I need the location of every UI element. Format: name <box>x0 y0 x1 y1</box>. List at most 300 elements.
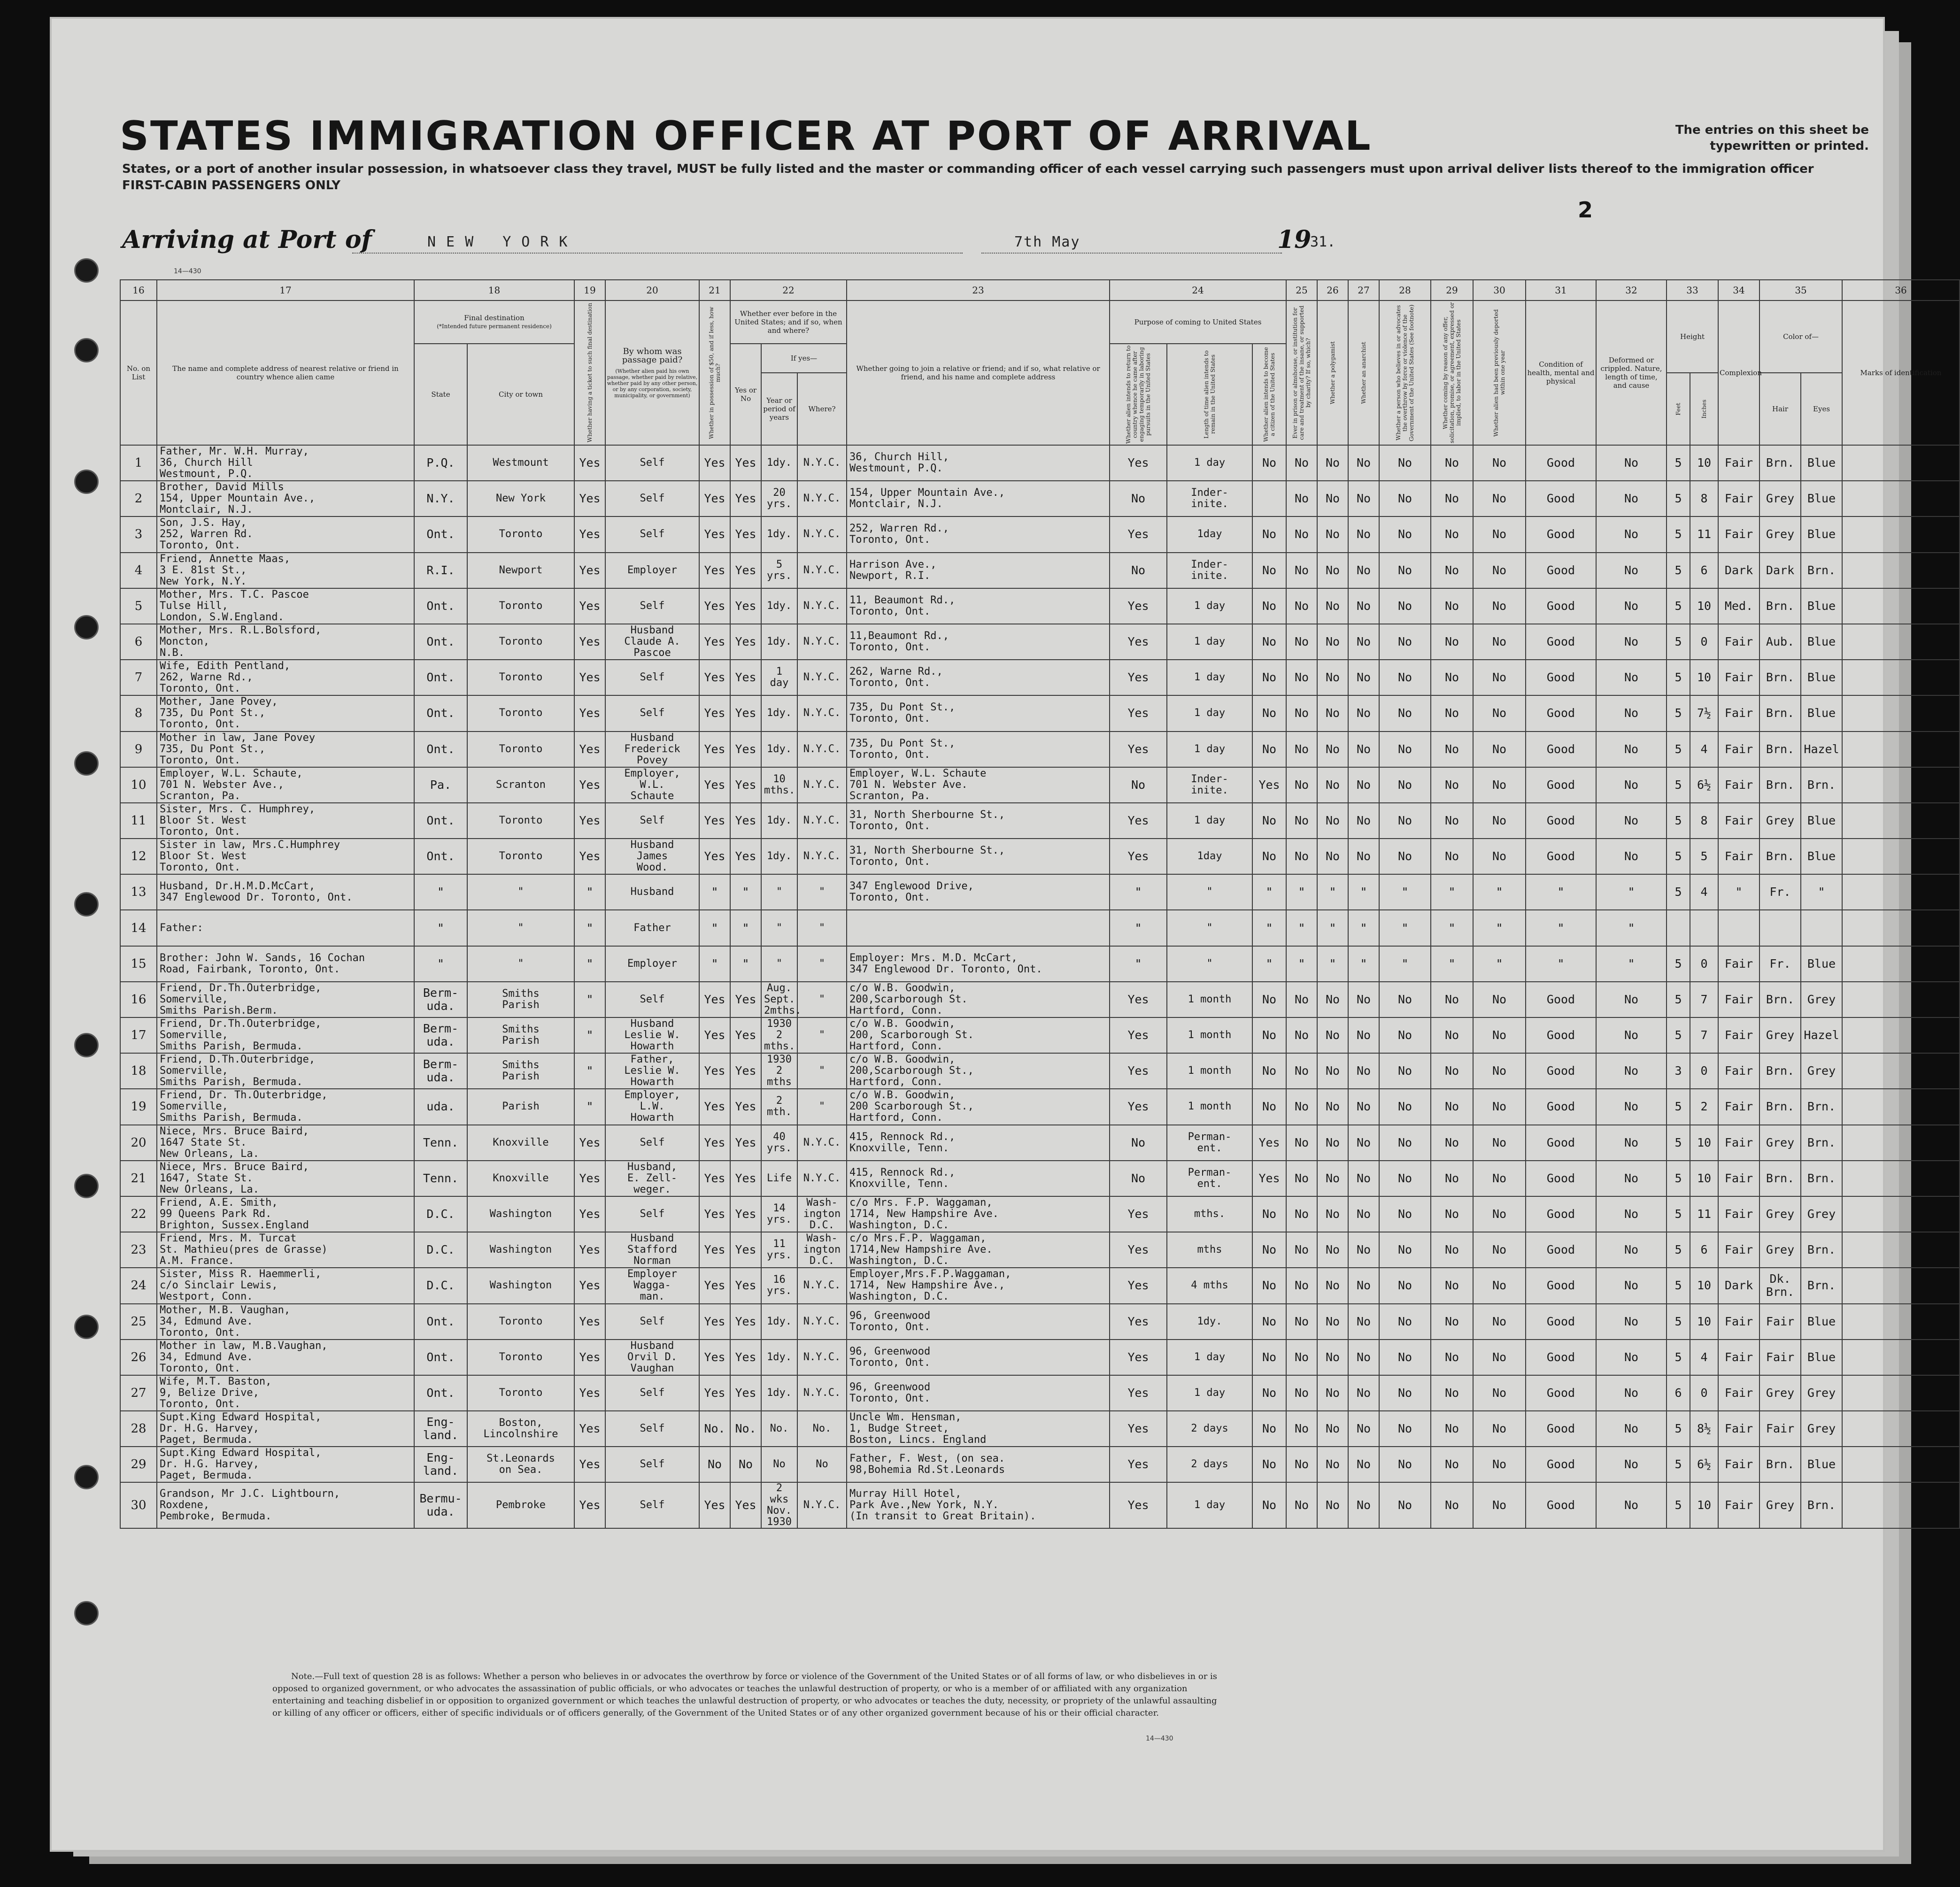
cell-ticket: Yes <box>574 1340 605 1375</box>
column-number-row <box>120 280 1960 300</box>
cell-citizen: No <box>1252 588 1286 624</box>
cell-inches: 7½ <box>1690 695 1718 731</box>
cell-join: c/o W.B. Goodwin, 200 Scarborough St., Hartford, Conn. <box>847 1089 1110 1124</box>
cell-state: N.Y. <box>414 481 467 516</box>
cell-deformed: No <box>1596 1053 1667 1089</box>
question-28-footnote: Note.—Full text of question 28 is as follows: Whether a person who believes in or advocates the overthrow by force or violence of the Government of the United States or of all forms of law, or who disbelieves in or is opposed to organized government, or who advocates the assassination of public officials, or who advocates or teaches the unlawful destruction of property, or who is a member of or affiliated with any organization entertaining and teaching disbelief in or opposition to organized government or which teaches the unlawful destruction of property, or who advocates or teaches the duty, necessity, or propriety of the unlawful assaulting or killing of any officer or officers, either of specific individuals or of officers generally, of the Government of the United States or of any other organized government because of his or their official character. <box>272 1671 1218 1718</box>
cell-feet: 5 <box>1667 1340 1690 1375</box>
cell-complexion: Fair <box>1718 1196 1759 1232</box>
cell-hair: Grey <box>1759 1196 1801 1232</box>
cell-citizen: No <box>1252 624 1286 660</box>
table-row <box>120 624 1960 660</box>
cell-years: Life <box>761 1161 797 1196</box>
cell-marks <box>1842 1340 1960 1375</box>
cell-return: Yes <box>1110 839 1167 874</box>
cell-length: 2 days <box>1167 1447 1252 1482</box>
cell-anarchist: " <box>1348 910 1379 946</box>
cell-inches: 10 <box>1690 1482 1718 1528</box>
cell-prison: No <box>1286 588 1317 624</box>
cell-before: Yes <box>730 516 761 552</box>
cell-join: Harrison Ave., Newport, R.I. <box>847 553 1110 588</box>
passenger-table <box>120 279 1960 1529</box>
cell-polygamist: No <box>1317 553 1348 588</box>
cell-years: " <box>761 946 797 982</box>
cell-no: 12 <box>120 839 157 874</box>
cell-return: Yes <box>1110 1340 1167 1375</box>
cell-length: " <box>1167 910 1252 946</box>
cell-state: Berm- uda. <box>414 1017 467 1053</box>
cell-money: Yes <box>699 1340 730 1375</box>
cell-deformed: No <box>1596 1375 1667 1411</box>
cell-anarchist: No <box>1348 803 1379 839</box>
cell-health: Good <box>1526 839 1596 874</box>
cell-return: Yes <box>1110 1447 1167 1482</box>
cell-feet: 5 <box>1667 982 1690 1017</box>
cell-where: N.Y.C. <box>797 481 847 516</box>
cell-complexion: Fair <box>1718 839 1759 874</box>
cell-paid: Self <box>605 660 699 695</box>
cell-health: " <box>1526 910 1596 946</box>
cell-health: Good <box>1526 624 1596 660</box>
cell-prison: No <box>1286 1053 1317 1089</box>
cell-before: Yes <box>730 481 761 516</box>
cell-q29: " <box>1431 874 1473 910</box>
cell-no: 24 <box>120 1268 157 1303</box>
cell-before: Yes <box>730 1268 761 1303</box>
cell-ticket: Yes <box>574 481 605 516</box>
cell-money: Yes <box>699 1304 730 1340</box>
cell-complexion: Fair <box>1718 1161 1759 1196</box>
cell-return: Yes <box>1110 1232 1167 1268</box>
cell-feet: 5 <box>1667 516 1690 552</box>
cell-before: Yes <box>730 1304 761 1340</box>
cell-feet: 5 <box>1667 1125 1690 1161</box>
cell-money: " <box>699 910 730 946</box>
cell-citizen: No <box>1252 803 1286 839</box>
cell-relative: Grandson, Mr J.C. Lightbourn, Roxdene, Pembroke, Bermuda. <box>157 1482 414 1528</box>
cell-deported: No <box>1473 1411 1526 1447</box>
cell-length: Inder- inite. <box>1167 553 1252 588</box>
cell-complexion: Fair <box>1718 660 1759 695</box>
cell-hair: Fr. <box>1759 874 1801 910</box>
cell-before: Yes <box>730 660 761 695</box>
cell-deported: No <box>1473 1196 1526 1232</box>
cell-q28: No <box>1379 481 1431 516</box>
col-deformed-header: Deformed or crippled. Nature, length of time, and cause <box>1596 300 1667 445</box>
cell-feet: 5 <box>1667 695 1690 731</box>
cell-health: Good <box>1526 1340 1596 1375</box>
binder-hole <box>74 470 99 494</box>
cell-polygamist: No <box>1317 1125 1348 1161</box>
cell-marks <box>1842 1482 1960 1528</box>
cell-no: 16 <box>120 982 157 1017</box>
cell-state: P.Q. <box>414 445 467 481</box>
cell-no: 15 <box>120 946 157 982</box>
cell-inches: 6 <box>1690 1232 1718 1268</box>
cell-state: Ont. <box>414 1340 467 1375</box>
cell-before: Yes <box>730 624 761 660</box>
cell-return: Yes <box>1110 1268 1167 1303</box>
cell-hair: Dk. Brn. <box>1759 1268 1801 1303</box>
table-row <box>120 982 1960 1017</box>
cell-complexion: Med. <box>1718 588 1759 624</box>
cell-relative: Employer, W.L. Schaute, 701 N. Webster Ave., Scranton, Pa. <box>157 767 414 803</box>
cell-deported: No <box>1473 481 1526 516</box>
cell-polygamist: No <box>1317 1196 1348 1232</box>
cell-ticket: " <box>574 1053 605 1089</box>
col-money-header <box>699 300 730 445</box>
cell-prison: No <box>1286 1340 1317 1375</box>
cell-feet: 5 <box>1667 481 1690 516</box>
cell-citizen: No <box>1252 660 1286 695</box>
cell-join: 36, Church Hill, Westmount, P.Q. <box>847 445 1110 481</box>
cell-eyes: Blue <box>1801 946 1842 982</box>
cell-join: c/o W.B. Goodwin, 200,Scarborough St. Hartford, Conn. <box>847 982 1110 1017</box>
cell-eyes: Brn. <box>1801 1125 1842 1161</box>
cell-no: 13 <box>120 874 157 910</box>
cell-ticket: Yes <box>574 1411 605 1447</box>
cell-complexion: " <box>1718 874 1759 910</box>
cell-relative: Father: <box>157 910 414 946</box>
cell-marks <box>1842 946 1960 982</box>
cell-length: Inder- inite. <box>1167 767 1252 803</box>
cell-polygamist: No <box>1317 624 1348 660</box>
col-marks-header: Marks of identification <box>1842 300 1960 445</box>
cell-hair: Grey <box>1759 516 1801 552</box>
cell-ticket: " <box>574 982 605 1017</box>
cell-marks <box>1842 767 1960 803</box>
cell-deported: No <box>1473 1053 1526 1089</box>
cell-city: Toronto <box>467 624 574 660</box>
table-row <box>120 1017 1960 1053</box>
cell-inches: 6 <box>1690 553 1718 588</box>
cell-complexion: Fair <box>1718 1017 1759 1053</box>
cell-complexion: Fair <box>1718 1447 1759 1482</box>
cell-citizen: No <box>1252 1268 1286 1303</box>
cell-hair <box>1759 910 1801 946</box>
cell-city: Scranton <box>467 767 574 803</box>
cell-before: Yes <box>730 982 761 1017</box>
cell-state: Ont. <box>414 695 467 731</box>
cell-paid: Father, Leslie W. Howarth <box>605 1053 699 1089</box>
cell-anarchist: No <box>1348 1482 1379 1528</box>
cell-inches: 0 <box>1690 624 1718 660</box>
cell-years: 1dy. <box>761 1340 797 1375</box>
table-row <box>120 1125 1960 1161</box>
cell-no: 3 <box>120 516 157 552</box>
cell-join: c/o Mrs. F.P. Waggaman, 1714, New Hampshire Ave. Washington, D.C. <box>847 1196 1110 1232</box>
cell-no: 14 <box>120 910 157 946</box>
cell-prison: No <box>1286 445 1317 481</box>
typewritten-note: The entries on this sheet be typewritten or printed. <box>1675 123 1869 153</box>
cell-anarchist: No <box>1348 1196 1379 1232</box>
cell-inches: 10 <box>1690 660 1718 695</box>
cell-q29: No <box>1431 1017 1473 1053</box>
cell-deported: No <box>1473 445 1526 481</box>
cell-state: Pa. <box>414 767 467 803</box>
cell-eyes: Blue <box>1801 445 1842 481</box>
cell-feet: 5 <box>1667 732 1690 767</box>
cell-years: 16 yrs. <box>761 1268 797 1303</box>
cell-join: c/o Mrs.F.P. Waggaman, 1714,New Hampshire Ave. Washington, D.C. <box>847 1232 1110 1268</box>
cell-money: Yes <box>699 445 730 481</box>
cell-anarchist: No <box>1348 1125 1379 1161</box>
cell-q29: No <box>1431 1340 1473 1375</box>
cell-inches: 5 <box>1690 839 1718 874</box>
cell-marks <box>1842 982 1960 1017</box>
cell-state: Ont. <box>414 839 467 874</box>
cell-ticket: " <box>574 1089 605 1124</box>
cell-paid: Self <box>605 1447 699 1482</box>
form-code: 14—430 <box>174 268 201 275</box>
cell-q29: No <box>1431 553 1473 588</box>
cell-prison: No <box>1286 1161 1317 1196</box>
cell-complexion: Fair <box>1718 982 1759 1017</box>
cell-join: 154, Upper Mountain Ave., Montclair, N.J. <box>847 481 1110 516</box>
cell-q29: No <box>1431 1268 1473 1303</box>
cell-polygamist: No <box>1317 1375 1348 1411</box>
cell-anarchist: No <box>1348 1268 1379 1303</box>
cell-marks <box>1842 874 1960 910</box>
col-color-header: Color of— <box>1759 300 1842 373</box>
cell-deformed: No <box>1596 1340 1667 1375</box>
cell-complexion: Fair <box>1718 516 1759 552</box>
cell-state: D.C. <box>414 1232 467 1268</box>
cell-paid: Husband Frederick Povey <box>605 732 699 767</box>
cell-money: Yes <box>699 588 730 624</box>
cell-where: N.Y.C. <box>797 1161 847 1196</box>
cell-feet: 5 <box>1667 588 1690 624</box>
cell-complexion: Fair <box>1718 1125 1759 1161</box>
cell-years: 11 yrs. <box>761 1232 797 1268</box>
cell-prison: No <box>1286 695 1317 731</box>
cell-where: " <box>797 910 847 946</box>
binder-hole <box>74 338 99 362</box>
cell-prison: No <box>1286 1375 1317 1411</box>
cell-paid: Husband James Wood. <box>605 839 699 874</box>
cell-deported: No <box>1473 1232 1526 1268</box>
cell-health: Good <box>1526 1268 1596 1303</box>
cell-before: Yes <box>730 553 761 588</box>
cell-inches: 0 <box>1690 1375 1718 1411</box>
cell-city: Toronto <box>467 803 574 839</box>
cell-where: N.Y.C. <box>797 767 847 803</box>
column-number: 31 <box>1526 280 1596 300</box>
cell-deformed: No <box>1596 1232 1667 1268</box>
cell-city: Toronto <box>467 660 574 695</box>
cell-deformed: No <box>1596 839 1667 874</box>
cell-eyes: Blue <box>1801 624 1842 660</box>
cell-citizen: Yes <box>1252 1161 1286 1196</box>
table-row <box>120 553 1960 588</box>
cell-before: Yes <box>730 1482 761 1528</box>
col-no-header: No. on List <box>120 300 157 445</box>
cell-eyes: Blue <box>1801 839 1842 874</box>
polygamist-header-text: Whether a polygamist <box>1329 341 1336 404</box>
col-eyes-header: Eyes <box>1801 373 1842 445</box>
cell-paid: Husband Leslie W. Howarth <box>605 1017 699 1053</box>
cell-q28: No <box>1379 445 1431 481</box>
cell-join: 735, Du Pont St., Toronto, Ont. <box>847 732 1110 767</box>
cell-state: Berm- uda. <box>414 982 467 1017</box>
cell-q28: No <box>1379 1053 1431 1089</box>
cell-eyes: Blue <box>1801 660 1842 695</box>
cell-before: No <box>730 1447 761 1482</box>
deported-header-text: Whether alien had been previously deported within one year <box>1493 309 1506 437</box>
cell-q28: No <box>1379 1447 1431 1482</box>
cell-q29: " <box>1431 946 1473 982</box>
cell-inches: 0 <box>1690 1053 1718 1089</box>
q28-header-text: Whether a person who believes in or advocates the overthrow by force or violence of the Government of the United States (See footnote) <box>1395 304 1415 441</box>
cell-state: Ont. <box>414 1375 467 1411</box>
cell-anarchist: No <box>1348 553 1379 588</box>
cell-join: Employer, W.L. Schaute 701 N. Webster Ave. Scranton, Pa. <box>847 767 1110 803</box>
cell-hair: Brn. <box>1759 588 1801 624</box>
page-subtitle: States, or a port of another insular possession, in whatsoever class they travel, MUST be fully listed and the master or commanding officer of each vessel carrying such passengers must upon arrival deliver lists thereof to the immigration officer <box>122 162 1814 176</box>
cell-join: 735, Du Pont St., Toronto, Ont. <box>847 695 1110 731</box>
cell-relative: Mother in law, Jane Povey 735, Du Pont St., Toronto, Ont. <box>157 732 414 767</box>
cell-return: Yes <box>1110 1375 1167 1411</box>
cell-citizen: No <box>1252 1375 1286 1411</box>
cell-city: Toronto <box>467 1304 574 1340</box>
cell-relative: Friend, Mrs. M. Turcat St. Mathieu(pres de Grasse) A.M. France. <box>157 1232 414 1268</box>
cell-prison: No <box>1286 1304 1317 1340</box>
cell-anarchist: No <box>1348 1161 1379 1196</box>
cell-no: 25 <box>120 1304 157 1340</box>
cell-marks <box>1842 803 1960 839</box>
cell-before: Yes <box>730 1340 761 1375</box>
table-row <box>120 1089 1960 1124</box>
cell-paid: Husband, E. Zell- weger. <box>605 1161 699 1196</box>
cell-complexion: Dark <box>1718 1268 1759 1303</box>
cell-before: Yes <box>730 803 761 839</box>
cell-no: 2 <box>120 481 157 516</box>
cell-deported: No <box>1473 1375 1526 1411</box>
column-number: 23 <box>847 280 1110 300</box>
cell-marks <box>1842 695 1960 731</box>
cell-paid: Employer Wagga- man. <box>605 1268 699 1303</box>
cell-inches: 7 <box>1690 982 1718 1017</box>
cell-q28: No <box>1379 1375 1431 1411</box>
cell-hair: Brn. <box>1759 839 1801 874</box>
cell-ticket: Yes <box>574 803 605 839</box>
col-q29-header <box>1431 300 1473 445</box>
cell-polygamist: No <box>1317 1447 1348 1482</box>
cell-inches: 11 <box>1690 516 1718 552</box>
col-citizen-header <box>1252 344 1286 445</box>
binder-hole <box>74 1601 99 1625</box>
cell-paid: Self <box>605 1125 699 1161</box>
cell-citizen: No <box>1252 732 1286 767</box>
column-number: 18 <box>414 280 574 300</box>
col-deported-header <box>1473 300 1526 445</box>
cell-inches <box>1690 910 1718 946</box>
cell-anarchist: No <box>1348 660 1379 695</box>
cell-ticket: Yes <box>574 588 605 624</box>
cell-city: Washington <box>467 1268 574 1303</box>
cell-eyes: Brn. <box>1801 1161 1842 1196</box>
cell-anarchist: No <box>1348 481 1379 516</box>
cell-length: 1 month <box>1167 982 1252 1017</box>
passage-note: (Whether alien paid his own passage, whether paid by relative, whether paid by any other person, or by any corporation, society, municipality, or government) <box>607 368 698 399</box>
cell-city: Toronto <box>467 516 574 552</box>
cell-health: Good <box>1526 1232 1596 1268</box>
col-ticket-header <box>574 300 605 445</box>
cell-inches: 4 <box>1690 874 1718 910</box>
cell-ticket: Yes <box>574 516 605 552</box>
cell-health: Good <box>1526 588 1596 624</box>
cell-deported: No <box>1473 624 1526 660</box>
cell-citizen: No <box>1252 1411 1286 1447</box>
cell-ticket: Yes <box>574 624 605 660</box>
cell-complexion: Fair <box>1718 1304 1759 1340</box>
cell-length: 1dy. <box>1167 1304 1252 1340</box>
passenger-rows <box>120 445 1960 1528</box>
cell-length: 1 day <box>1167 445 1252 481</box>
cell-relative: Wife, Edith Pentland, 262, Warne Rd., Toronto, Ont. <box>157 660 414 695</box>
cell-q28: " <box>1379 910 1431 946</box>
cell-citizen: Yes <box>1252 1125 1286 1161</box>
cell-q28: No <box>1379 803 1431 839</box>
cell-return: Yes <box>1110 1196 1167 1232</box>
cell-health: Good <box>1526 516 1596 552</box>
cell-relative: Niece, Mrs. Bruce Baird, 1647 State St. New Orleans, La. <box>157 1125 414 1161</box>
cell-before: Yes <box>730 1232 761 1268</box>
table-row <box>120 1053 1960 1089</box>
cell-where: N.Y.C. <box>797 1482 847 1528</box>
cell-money: Yes <box>699 1125 730 1161</box>
cell-feet: 5 <box>1667 1447 1690 1482</box>
cell-ticket: Yes <box>574 767 605 803</box>
cell-city: Toronto <box>467 1340 574 1375</box>
cell-city: Washington <box>467 1232 574 1268</box>
cell-q29: No <box>1431 1482 1473 1528</box>
cell-years: No. <box>761 1411 797 1447</box>
cell-state: " <box>414 946 467 982</box>
cell-ticket: Yes <box>574 1304 605 1340</box>
column-number: 35 <box>1759 280 1842 300</box>
cell-city: " <box>467 946 574 982</box>
cell-relative: Mother, Mrs. R.L.Bolsford, Moncton, N.B. <box>157 624 414 660</box>
cell-state: D.C. <box>414 1196 467 1232</box>
cell-return: No <box>1110 1125 1167 1161</box>
cell-prison: No <box>1286 1089 1317 1124</box>
cell-deformed: No <box>1596 588 1667 624</box>
column-number: 32 <box>1596 280 1667 300</box>
cell-deformed: No <box>1596 660 1667 695</box>
cell-hair: Fair <box>1759 1411 1801 1447</box>
cell-eyes: Blue <box>1801 1304 1842 1340</box>
cell-deformed: No <box>1596 695 1667 731</box>
cell-health: Good <box>1526 660 1596 695</box>
col-passage-header <box>605 300 699 445</box>
cell-inches: 8½ <box>1690 1411 1718 1447</box>
cell-marks <box>1842 624 1960 660</box>
cell-deported: No <box>1473 767 1526 803</box>
cell-prison: No <box>1286 732 1317 767</box>
cell-return: No <box>1110 553 1167 588</box>
cell-where: N.Y.C. <box>797 695 847 731</box>
cell-eyes: Hazel <box>1801 1017 1842 1053</box>
cell-polygamist: No <box>1317 839 1348 874</box>
col-prison-header <box>1286 300 1317 445</box>
col-health-header: Condition of health, mental and physical <box>1526 300 1596 445</box>
cell-before: Yes <box>730 839 761 874</box>
cell-hair: Grey <box>1759 481 1801 516</box>
cell-inches: 10 <box>1690 1304 1718 1340</box>
binder-hole <box>74 751 99 776</box>
cell-relative: Friend, Dr. Th.Outerbridge, Somerville, Smiths Parish, Bermuda. <box>157 1089 414 1124</box>
